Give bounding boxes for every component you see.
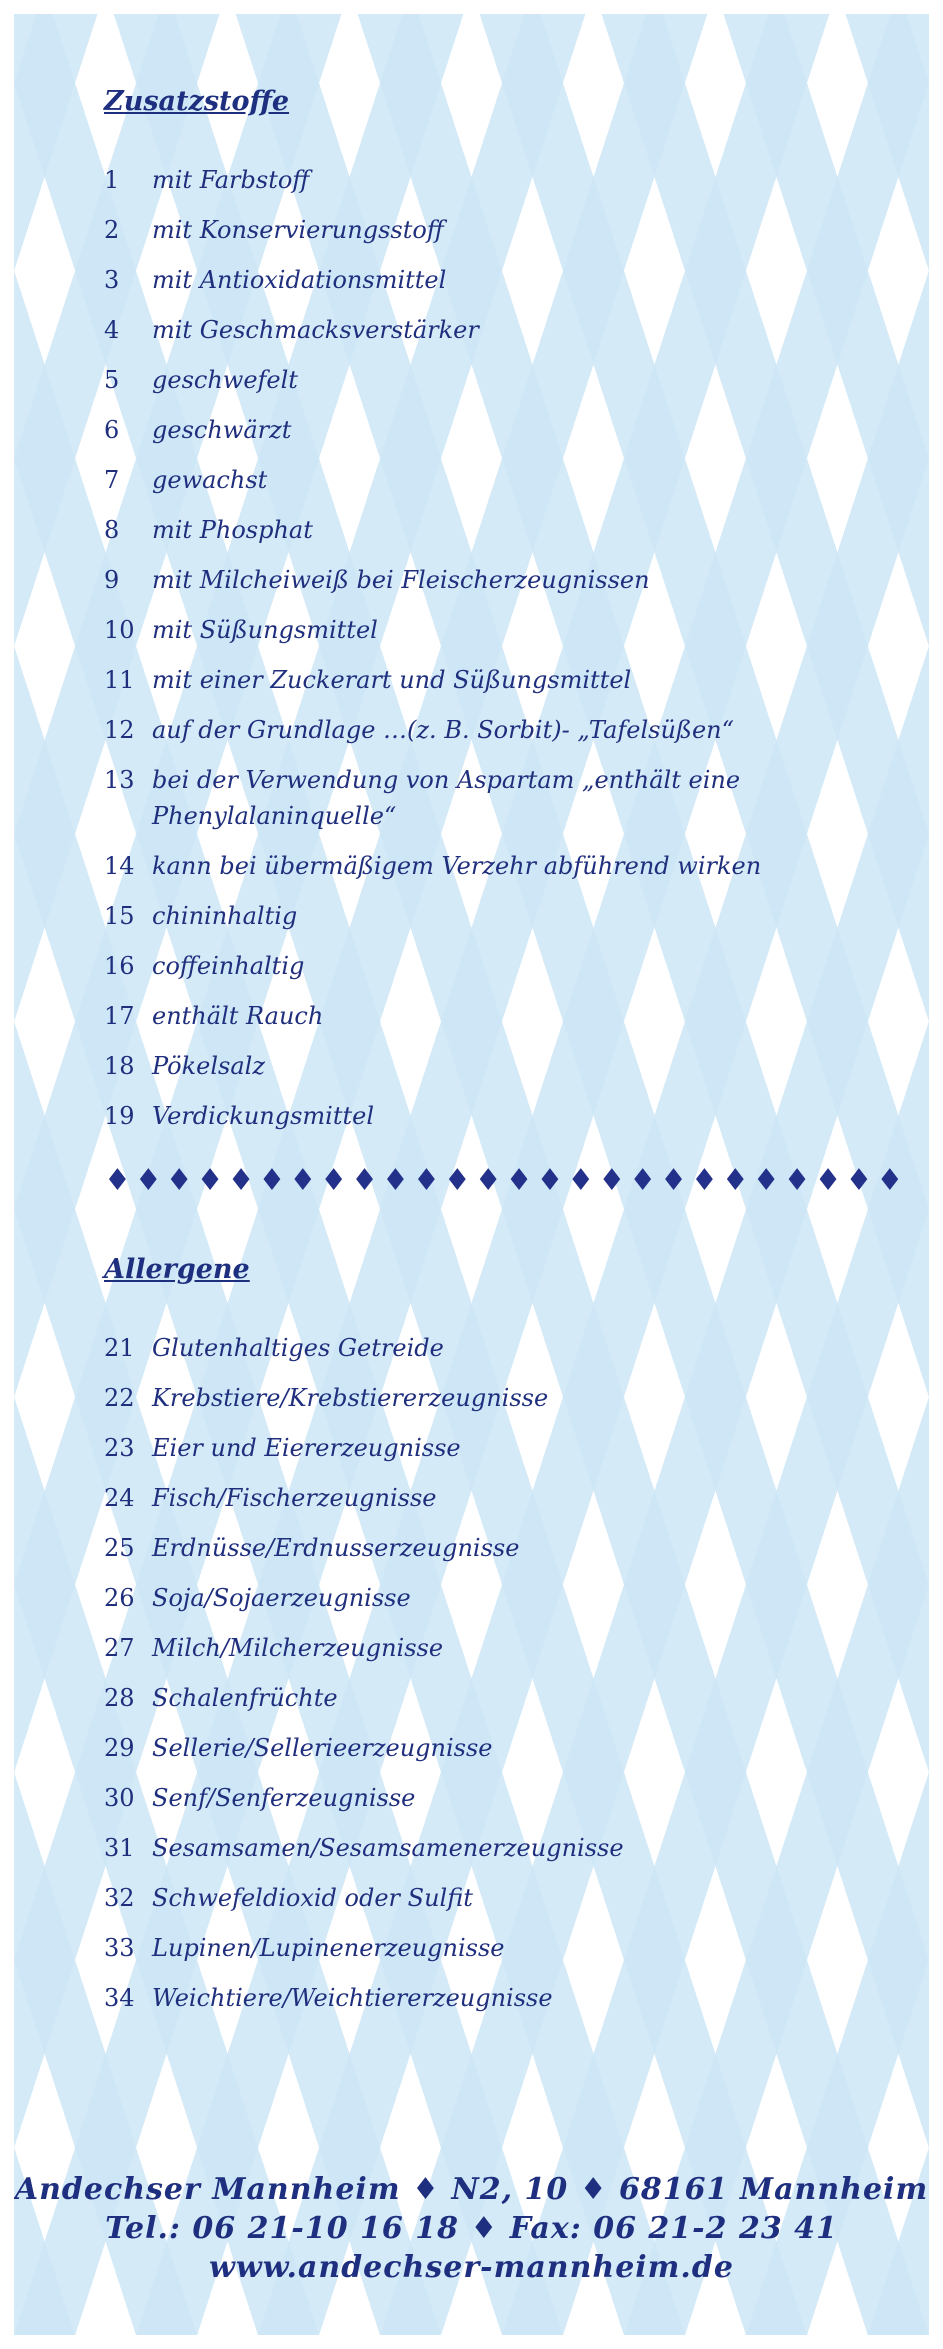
item-label: Sesamsamen/Sesamsamenerzeugnisse <box>152 1834 624 1862</box>
item-number: 3 <box>104 266 120 294</box>
list-item <box>104 1480 864 1516</box>
list-item <box>104 848 864 884</box>
list-item <box>104 948 864 984</box>
item-label: Fisch/Fischerzeugnisse <box>152 1484 437 1512</box>
item-label: mit Süßungsmittel <box>152 616 378 644</box>
item-label: bei der Verwendung von Aspartam „enthält eine Phenylalaninquelle“ <box>152 766 741 830</box>
item-number: 27 <box>104 1634 135 1662</box>
item-label: mit Geschmacksverstärker <box>152 316 479 344</box>
item-label: Pökelsalz <box>152 1052 265 1080</box>
list-item <box>104 1730 864 1766</box>
item-label: mit Phosphat <box>152 516 313 544</box>
item-label: Soja/Sojaerzeugnisse <box>152 1584 411 1612</box>
website-link[interactable]: www.andechser-mannheim.de <box>209 2250 734 2285</box>
item-number: 23 <box>104 1434 135 1462</box>
item-label: mit einer Zuckerart und Süßungsmittel <box>152 666 632 694</box>
list-item <box>104 898 864 934</box>
item-number: 31 <box>104 1834 135 1862</box>
item-number: 13 <box>104 766 135 794</box>
list-item <box>104 1098 864 1134</box>
list-item <box>104 712 864 748</box>
item-number: 5 <box>104 366 120 394</box>
item-label: geschwärzt <box>152 416 292 444</box>
list-item <box>104 1680 864 1716</box>
item-number: 32 <box>104 1884 135 1912</box>
item-number: 19 <box>104 1102 135 1130</box>
item-number: 16 <box>104 952 135 980</box>
item-label: Eier und Eiererzeugnisse <box>152 1434 461 1462</box>
item-number: 33 <box>104 1934 135 1962</box>
item-number: 7 <box>104 466 120 494</box>
item-number: 21 <box>104 1334 135 1362</box>
list-item <box>104 1380 864 1416</box>
item-number: 10 <box>104 616 135 644</box>
item-number: 17 <box>104 1002 135 1030</box>
list-item <box>104 312 864 348</box>
menu-page <box>14 14 929 2335</box>
list-item <box>104 1430 864 1466</box>
list-item <box>104 612 864 648</box>
list-item <box>104 998 864 1034</box>
list-item <box>104 1880 864 1916</box>
list-item <box>104 1580 864 1616</box>
list-item <box>104 262 864 298</box>
item-number: 29 <box>104 1734 135 1762</box>
item-number: 6 <box>104 416 120 444</box>
list-item <box>104 1980 864 2016</box>
list-item <box>104 462 864 498</box>
list-item <box>104 1930 864 1966</box>
list-item <box>104 762 864 834</box>
item-label: Sellerie/Sellerieerzeugnisse <box>152 1734 493 1762</box>
item-number: 11 <box>104 666 135 694</box>
zusatzstoffe-title: Zusatzstoffe <box>104 86 290 117</box>
address-line: Andechser Mannheim ♦ N2, 10 ♦ 68161 Mannheim <box>14 2172 929 2207</box>
item-label: Schwefeldioxid oder Sulfit <box>152 1884 473 1912</box>
list-item <box>104 1780 864 1816</box>
menu-content <box>104 84 908 2030</box>
item-number: 25 <box>104 1534 135 1562</box>
item-number: 15 <box>104 902 135 930</box>
list-item <box>104 512 864 548</box>
item-number: 18 <box>104 1052 135 1080</box>
diamond-divider: ♦♦♦♦♦♦♦♦♦♦♦♦♦♦♦♦♦♦♦♦♦♦♦♦♦♦ <box>104 1163 908 1198</box>
item-label: mit Milcheiweiß bei Fleischerzeugnissen <box>152 566 650 594</box>
item-label: geschwefelt <box>152 366 298 394</box>
item-label: Lupinen/Lupinenerzeugnisse <box>152 1934 505 1962</box>
item-label: mit Konservierungsstoff <box>152 216 444 244</box>
item-number: 26 <box>104 1584 135 1612</box>
item-number: 1 <box>104 166 120 194</box>
item-number: 22 <box>104 1384 135 1412</box>
item-number: 28 <box>104 1684 135 1712</box>
list-item <box>104 1330 864 1366</box>
restaurant-footer <box>14 2170 929 2287</box>
phone-fax-line: Tel.: 06 21-10 16 18 ♦ Fax: 06 21-2 23 41 <box>105 2211 838 2246</box>
list-item <box>104 412 864 448</box>
item-label: Schalenfrüchte <box>152 1684 338 1712</box>
item-label: Senf/Senferzeugnisse <box>152 1784 416 1812</box>
list-item <box>104 562 864 598</box>
item-number: 9 <box>104 566 120 594</box>
item-label: Weichtiere/Weichtiererzeugnisse <box>152 1984 553 2012</box>
item-label: gewachst <box>152 466 268 494</box>
allergene-list <box>104 1330 864 2016</box>
item-label: coffeinhaltig <box>152 952 305 980</box>
item-label: Glutenhaltiges Getreide <box>152 1334 444 1362</box>
item-label: Krebstiere/Krebstiererzeugnisse <box>152 1384 549 1412</box>
list-item <box>104 162 864 198</box>
allergene-title: Allergene <box>104 1254 250 1285</box>
item-label: mit Farbstoff <box>152 166 310 194</box>
item-label: mit Antioxidationsmittel <box>152 266 447 294</box>
item-label: kann bei übermäßigem Verzehr abführend wirken <box>152 852 762 880</box>
list-item <box>104 1530 864 1566</box>
list-item <box>104 1048 864 1084</box>
item-number: 14 <box>104 852 135 880</box>
zusatzstoffe-list <box>104 162 864 1134</box>
item-number: 12 <box>104 716 135 744</box>
item-number: 34 <box>104 1984 135 2012</box>
item-number: 24 <box>104 1484 135 1512</box>
item-number: 4 <box>104 316 120 344</box>
list-item <box>104 1830 864 1866</box>
item-label: chininhaltig <box>152 902 298 930</box>
item-label: Erdnüsse/Erdnusserzeugnisse <box>152 1534 520 1562</box>
item-label: Milch/Milcherzeugnisse <box>152 1634 444 1662</box>
list-item <box>104 212 864 248</box>
list-item <box>104 362 864 398</box>
item-label: auf der Grundlage …(z. B. Sorbit)- „Tafelsüßen“ <box>152 716 734 744</box>
item-number: 2 <box>104 216 120 244</box>
item-label: Verdickungsmittel <box>152 1102 375 1130</box>
list-item <box>104 1630 864 1666</box>
item-number: 30 <box>104 1784 135 1812</box>
list-item <box>104 662 864 698</box>
item-number: 8 <box>104 516 120 544</box>
item-label: enthält Rauch <box>152 1002 324 1030</box>
